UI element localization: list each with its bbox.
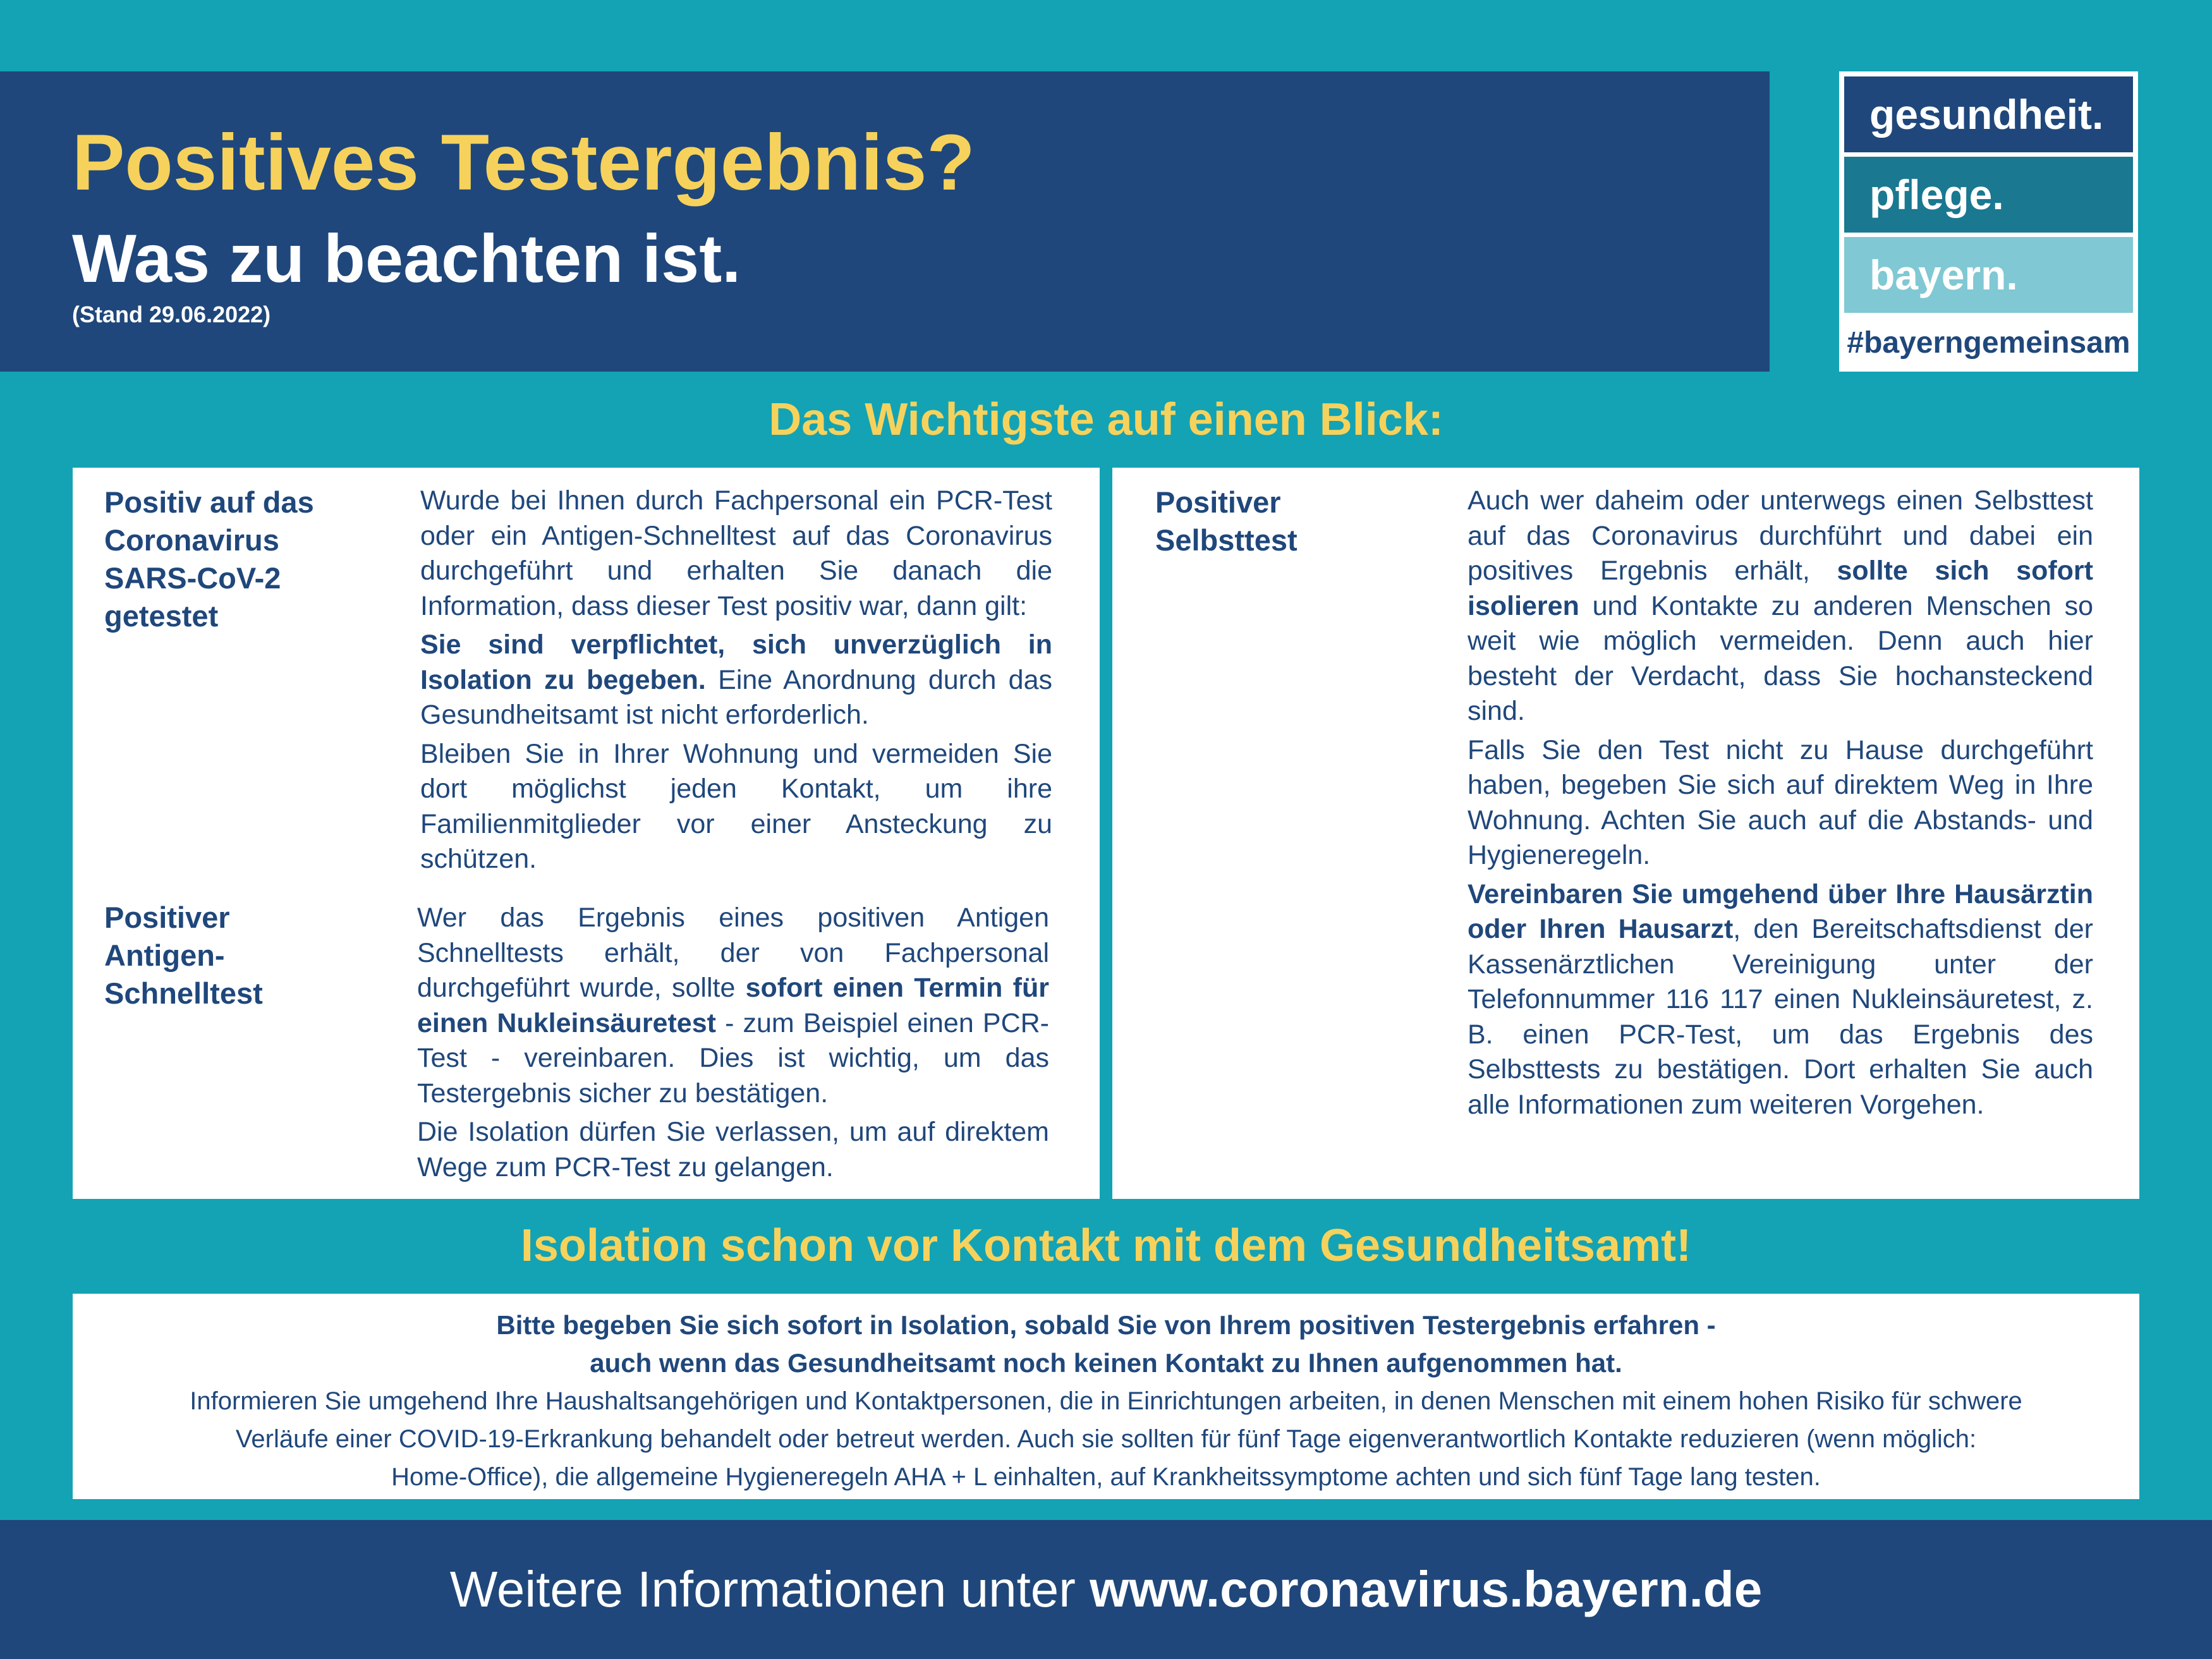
paragraph: Wurde bei Ihnen durch Fachpersonal ein PCR-Test oder ein Antigen-Schnelltest auf das Coronavirus durchgeführt und erhalten Sie danach die Information, dass dieser Test positiv war, dann gilt: — [420, 485, 1052, 621]
paragraph: Auch wer daheim oder unterwegs einen Selbsttest auf das Coronavirus durchführt und dabei ein positives Ergebnis erhält, sollte sich sofort isolieren und Kontakte zu anderen Menschen so weit wie möglich vermeiden. Denn auch hier besteht der Verdacht, dass Sie hochansteckend sind. — [1468, 485, 2093, 726]
paragraph: Sie sind verpflichtet, sich unverzüglich in Isolation zu begeben. Eine Anordnung durch das Gesundheitsamt ist nicht erforderlich. — [420, 629, 1052, 730]
paragraph: Die Isolation dürfen Sie verlassen, um auf direktem Wege zum PCR-Test zu gelangen. — [417, 1117, 1049, 1182]
label-antigen-test: Positiver Antigen- Schnelltest — [104, 901, 263, 1010]
page-title: Positives Testergebnis? — [72, 119, 975, 207]
logo-line-pflege: pflege. — [1844, 157, 2133, 233]
paragraph: Falls Sie den Test nicht zu Hause durchgeführt haben, begeben Sie sich auf direktem Weg in Ihre Wohnung. Achten Sie auch auf die Abstands- und Hygieneregeln. — [1468, 734, 2093, 870]
footer-text: Weitere Informationen unter www.coronavirus.bayern.de — [449, 1561, 1763, 1617]
paragraph: Vereinbaren Sie umgehend über Ihre Hausärztin oder Ihren Hausarzt, den Bereitschaftsdienst der Kassenärztlichen Vereinigung unter der Telefonnummer 116 117 einen Nukleinsäuretest, z. B. einen PCR-Test, um das Ergebnis des Selbsttests zu bestätigen. Dort erhalten Sie auch alle Informationen zum weiteren Vorgehen. — [1468, 878, 2093, 1120]
logo-line-bayern: bayern. — [1844, 237, 2133, 313]
section-heading-isolation: Isolation schon vor Kontakt mit dem Gesundheitsamt! — [520, 1220, 1692, 1271]
text-antigen-test — [417, 901, 1049, 1189]
logo-line-gesundheit: gesundheit. — [1844, 76, 2133, 152]
paragraph: Wer das Ergebnis eines positiven Antigen Schnelltests erhält, der von Fachpersonal durchgeführt wurde, sollte sofort einen Termin für einen Nukleinsäuretest - zum Beispiel einen PCR-Test - vereinbaren. Dies ist wichtig, um das Testergebnis sicher zu bestätigen. — [417, 902, 1049, 1109]
website-link[interactable]: www.coronavirus.bayern.de — [1090, 1561, 1763, 1617]
text-self-test — [1468, 483, 2093, 1126]
paragraph: Bleiben Sie in Ihrer Wohnung und vermeiden Sie dort möglichst jeden Kontakt, um ihre Familienmitglieder vor einer Ansteckung zu schützen. — [420, 738, 1052, 874]
logo — [1839, 71, 2138, 372]
text-positive-tested — [420, 483, 1052, 881]
isolation-text: Bitte begeben Sie sich sofort in Isolation, sobald Sie von Ihrem positiven Testergebnis erfahren - auch wenn das Gesundheitsamt noch keinen Kontakt zu Ihnen aufgenommen hat. Informieren Sie umgehend Ihre Haushaltsangehörigen und Kontaktpersonen, die in Einrichtungen arbeiten, in denen Menschen mit einem hohen Risiko für schwere Verläufe einer COVID-19-Erkrankung behandelt oder betreut werden. Auch sie sollten für fünf Tage eigenverantwortlich Kontakte reduzieren (wenn möglich: Home-Office), die allgemeine Hygieneregeln AHA + L einhalten, auf Krankheitssymptome achten und sich fünf Tage lang testen. — [190, 1310, 2022, 1491]
page-subtitle: Was zu beachten ist. — [72, 220, 741, 296]
label-self-test: Positiver Selbsttest — [1155, 485, 1297, 557]
date-stamp: (Stand 29.06.2022) — [72, 301, 271, 327]
label-positive-tested: Positiv auf das Coronavirus SARS-CoV-2 getestet — [104, 485, 314, 633]
logo-hashtag: #bayerngemeinsam — [1847, 326, 2130, 360]
section-heading-overview: Das Wichtigste auf einen Blick: — [769, 394, 1443, 445]
